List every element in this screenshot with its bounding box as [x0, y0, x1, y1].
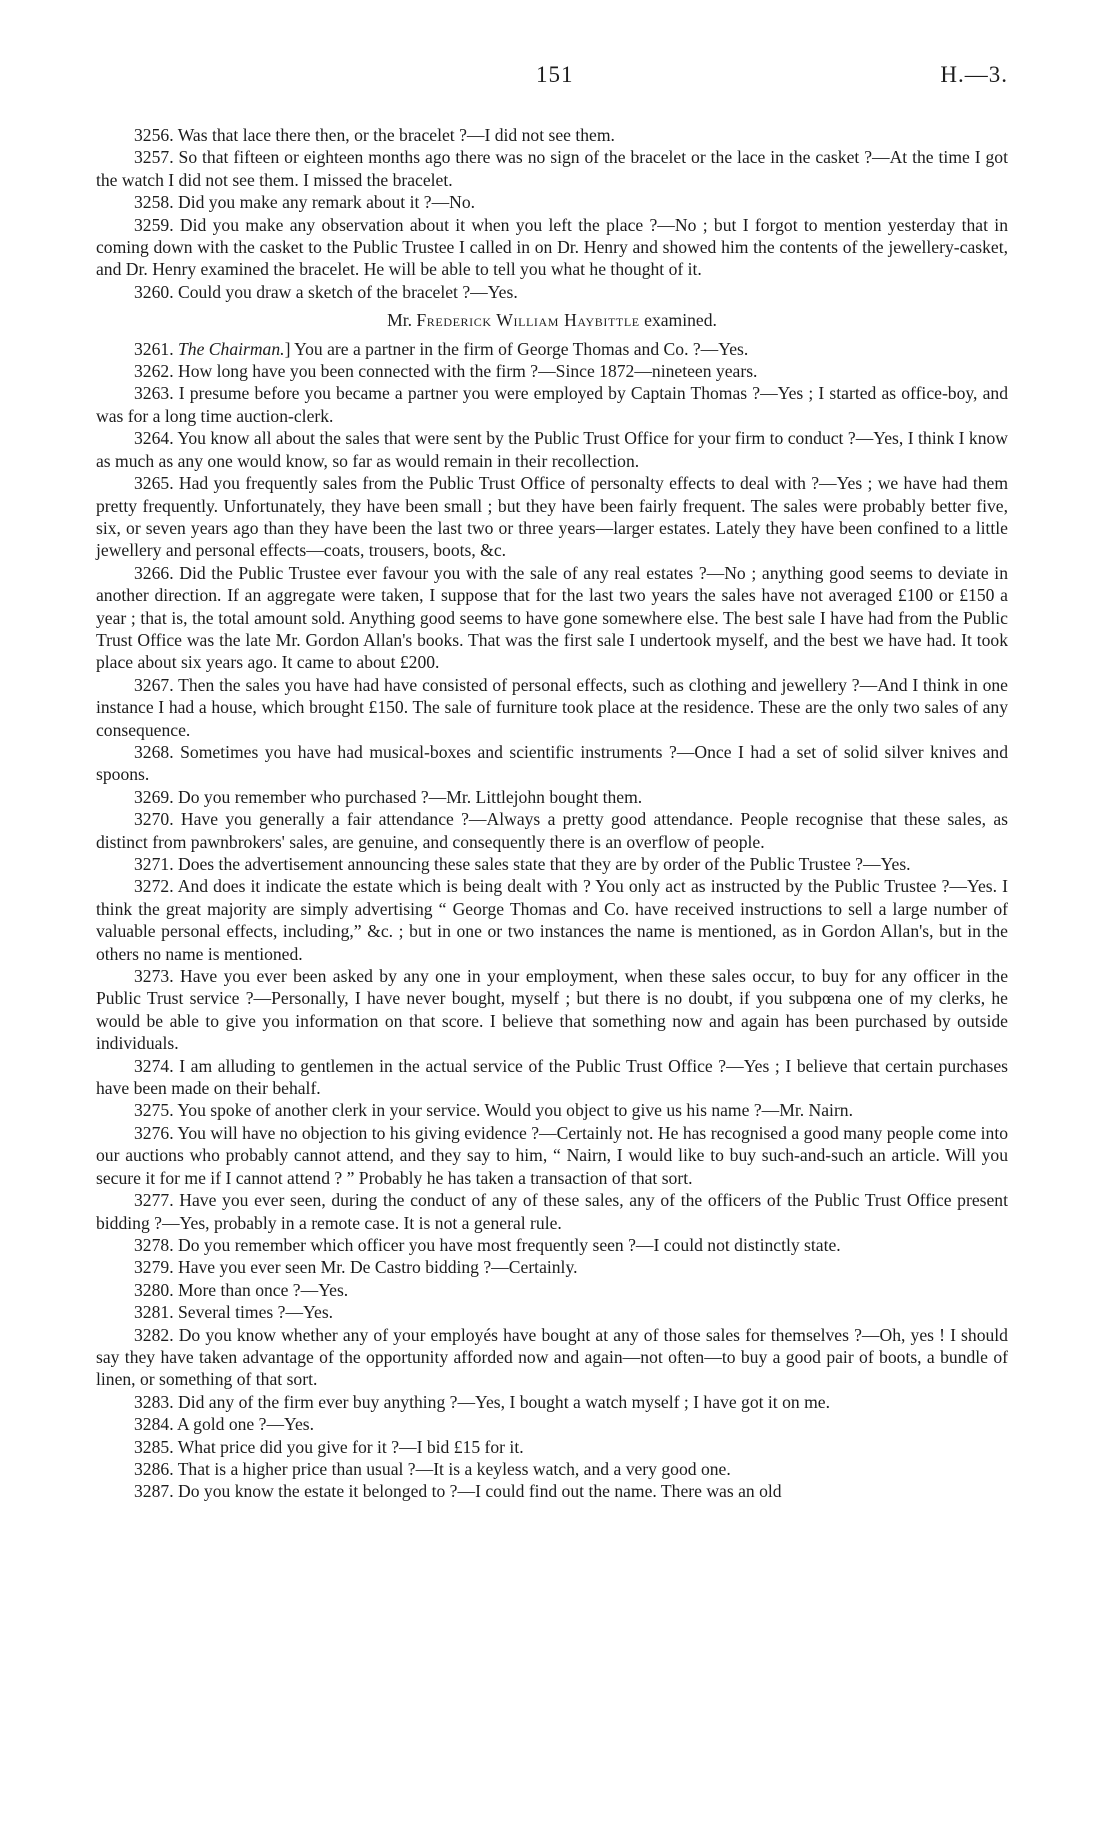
question-number: 3263. [134, 383, 174, 404]
question-text: Do you know the estate it belonged to ?—I could find out the name. There was an old [178, 1481, 782, 1502]
question-text: Have you generally a fair attendance ?—Always a pretty good attendance. People recognise that these sales, as distinct from pawnbrokers' sales, are genuine, and consequently there is an overflow of people. [96, 809, 1009, 852]
question-answer [96, 853, 1008, 875]
question-number: 3273. [134, 966, 174, 987]
question-answer [96, 1324, 1008, 1391]
question-text: A gold one ?—Yes. [177, 1414, 315, 1435]
question-number: 3256. [134, 125, 174, 145]
question-number: 3269. [134, 786, 174, 807]
question-answer [96, 1458, 1008, 1480]
question-answer [96, 808, 1008, 853]
question-number: 3278. [134, 1234, 174, 1255]
question-text: Did you make any remark about it ?—No. [178, 192, 476, 213]
question-answer [96, 1055, 1008, 1100]
question-text: Do you know whether any of your employés have bought at any of those sales for themselves ?—Oh, yes ! I should say they have taken advantage of the opportunity afforded now and again—not often—to buy a good pair of boots, a bundle of linen, or something of that sort. [96, 1324, 1008, 1390]
question-answer [96, 1279, 1008, 1301]
speaker-label: The Chairman. [178, 338, 285, 359]
question-number: 3267. [134, 674, 174, 695]
question-answer [96, 741, 1008, 786]
question-answer [96, 146, 1008, 191]
question-text: So that fifteen or eighteen months ago there was no sign of the bracelet or the lace in the casket ?—At the time I got the watch I did not see them. I missed the bracelet. [96, 147, 1008, 190]
question-text: What price did you give for it ?—I bid £15 for it. [177, 1436, 524, 1457]
question-number: 3286. [134, 1458, 174, 1479]
question-text: Have you ever been asked by any one in your employment, when these sales occur, to buy for any officer in the Public Trust service ?—Personally, I have never bought, myself ; but there is no doubt, if you subpœna one of my clerks, he would be able to give you information on that score. I believe that something now and again has been purchased by outside individuals. [96, 966, 1009, 1054]
question-number: 3270. [134, 809, 174, 830]
question-number: 3281. [134, 1302, 174, 1323]
question-number: 3259. [134, 214, 174, 235]
question-number: 3280. [134, 1279, 174, 1300]
question-number: 3271. [134, 854, 174, 874]
question-answer [96, 382, 1008, 427]
question-text: Does the advertisement announcing these sales state that they are by order of the Public Trustee ?—Yes. [178, 854, 911, 874]
question-answer [96, 472, 1008, 562]
question-answer [96, 1099, 1008, 1121]
question-answer [96, 1413, 1008, 1435]
question-answer [96, 360, 1008, 382]
paper-reference: H.—3. [940, 62, 1008, 87]
question-answer [96, 1234, 1008, 1256]
question-text: And does it indicate the estate which is being dealt with ? You only act as instructed by the Public Trustee ?—Yes. I think the great majority are simply advertising “ George Thomas and Co. have received instructions to sell a large number of valuable personal effects, including,” &c. ; but in one or two instances the name is mentioned, as in Gordon Allan's, but in the others no name is mentioned. [96, 876, 1008, 964]
question-text: Sometimes you have had musical-boxes and scientific instruments ?—Once I had a set of solid silver knives and spoons. [96, 741, 1008, 785]
question-number: 3262. [134, 361, 174, 382]
witness-name: Frederick William Haybittle [416, 310, 640, 331]
question-answer [96, 965, 1008, 1055]
question-text: More than once ?—Yes. [178, 1279, 349, 1300]
question-text: Have you ever seen Mr. De Castro bidding ?—Certainly. [178, 1257, 578, 1278]
question-text: How long have you been connected with the firm ?—Since 1872—nineteen years. [178, 361, 758, 382]
question-answer [96, 338, 1008, 360]
question-number: 3257. [134, 147, 174, 168]
question-text: Did you make any observation about it when you left the place ?—No ; but I forgot to mention yesterday that in coming down with the casket to the Public Trustee I called in on Dr. Henry and showed him the contents of the jewellery-casket, and Dr. Henry examined the bracelet. He will be able to tell you what he thought of it. [96, 214, 1008, 280]
witness-heading [96, 309, 1008, 331]
question-number: 3283. [134, 1391, 174, 1412]
question-answer [96, 1122, 1008, 1189]
question-answer [96, 281, 1008, 303]
question-text: Do you remember who purchased ?—Mr. Littlejohn bought them. [178, 786, 643, 807]
page-header [96, 62, 1008, 102]
question-number: 3275. [134, 1100, 174, 1121]
question-text: That is a higher price than usual ?—It is a keyless watch, and a very good one. [177, 1458, 731, 1479]
question-answer [96, 1391, 1008, 1413]
question-text: Did the Public Trustee ever favour you with the sale of any real estates ?—No ; anything good seems to deviate in another direction. If an aggregate were taken, I suppose that for the last two years the sales have not averaged £100 or £150 a year ; that is, the total amount sold. Anything good seems to have gone somewhere else. The best sale I have had from the Public Trust Office was the late Mr. Gordon Allan's books. That was the first sale I undertook myself, and the best we have had. It took place about six years ago. It came to about £200. [96, 562, 1008, 673]
question-number: 3272. [134, 876, 174, 897]
question-answer [96, 427, 1008, 472]
question-text: Do you remember which officer you have most frequently seen ?—I could not distinctly state. [178, 1234, 841, 1255]
question-answer [96, 1480, 1008, 1502]
question-text: ] You are a partner in the firm of George Thomas and Co. ?—Yes. [284, 338, 749, 359]
question-answer [96, 1256, 1008, 1278]
question-text: You spoke of another clerk in your service. Would you object to give us his name ?—Mr. Nairn. [177, 1100, 854, 1121]
question-answer [96, 674, 1008, 741]
question-number: 3277. [134, 1190, 174, 1211]
question-number: 3261. [134, 338, 174, 359]
question-text: Could you draw a sketch of the bracelet ?—Yes. [178, 281, 518, 302]
question-number: 3285. [134, 1436, 174, 1457]
question-text: I presume before you became a partner you were employed by Captain Thomas ?—Yes ; I started as office-boy, and was for a long time auction-clerk. [96, 383, 1008, 426]
page-number: 151 [536, 62, 574, 87]
question-answer [96, 191, 1008, 213]
question-number: 3279. [134, 1257, 174, 1278]
question-answer [96, 875, 1008, 965]
question-text: Had you frequently sales from the Public Trust Office of personalty effects to deal with ?—Yes ; we have had them pretty frequently. Unfortunately, they have been small ; but they have been fairly frequent. The sales were probably better five, six, or seven years ago than they have been the last two or three years—larger estates. Lately they have been confined to a little jewellery and personal effects—coats, trousers, boots, &c. [96, 473, 1008, 561]
entries-before-section [96, 124, 1008, 303]
question-number: 3282. [134, 1324, 174, 1345]
question-number: 3276. [134, 1122, 174, 1143]
question-number: 3268. [134, 741, 174, 762]
question-text: You know all about the sales that were sent by the Public Trust Office for your firm to conduct ?—Yes, I think I know as much as any one would know, so far as would remain in their recollection. [96, 428, 1009, 471]
document-page [96, 62, 1008, 1503]
question-number: 3264. [134, 428, 174, 449]
question-text: Have you ever seen, during the conduct of any of these sales, any of the officers of the Public Trust Office present bidding ?—Yes, probably in a remote case. It is not a general rule. [96, 1190, 1008, 1233]
question-number: 3274. [134, 1055, 174, 1076]
question-answer [96, 1301, 1008, 1323]
question-answer [96, 562, 1008, 674]
question-text: Then the sales you have had have consisted of personal effects, such as clothing and jewellery ?—And I think in one instance I had a house, which brought £150. The sale of furniture took place at the residence. These are the only two sales of any consequence. [96, 674, 1008, 740]
question-answer [96, 1189, 1008, 1234]
question-text: Did any of the firm ever buy anything ?—Yes, I bought a watch myself ; I have got it on me. [178, 1391, 830, 1412]
witness-suffix: examined. [644, 310, 717, 331]
question-number: 3287. [134, 1481, 174, 1502]
witness-prefix: Mr. [387, 310, 412, 331]
question-answer [96, 214, 1008, 281]
question-number: 3258. [134, 192, 174, 213]
question-answer [96, 124, 1008, 146]
question-text: I am alluding to gentlemen in the actual service of the Public Trust Office ?—Yes ; I believe that certain purchases have been made on their behalf. [96, 1055, 1008, 1099]
question-number: 3284. [134, 1414, 174, 1435]
question-number: 3266. [134, 562, 174, 583]
question-answer [96, 786, 1008, 808]
question-answer [96, 1436, 1008, 1458]
entries-after-section [96, 338, 1008, 1503]
question-text: Several times ?—Yes. [178, 1302, 334, 1323]
question-text: Was that lace there then, or the bracelet ?—I did not see them. [177, 125, 615, 145]
question-number: 3265. [134, 473, 174, 494]
question-number: 3260. [134, 281, 174, 302]
question-text: You will have no objection to his giving evidence ?—Certainly not. He has recognised a good many people come into our auctions who probably cannot attend, and they say to him, “ Nairn, I would like to buy such-and-such an article. Will you secure it for me if I cannot attend ? ” Probably he has taken a transaction of that sort. [96, 1122, 1009, 1188]
